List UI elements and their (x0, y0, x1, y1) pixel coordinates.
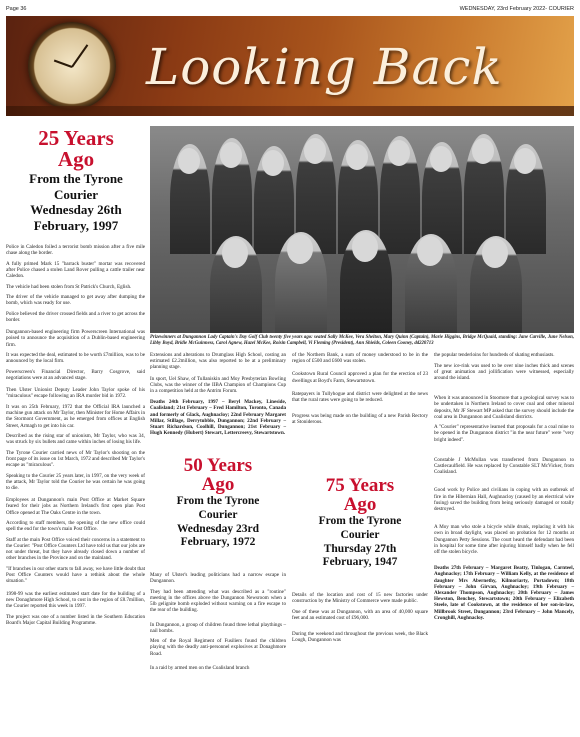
article-paragraph: The new ice-rink was used to be over nine inches thick and scenes of great animation and jollification were witnessed, especially around the island. (434, 362, 574, 381)
article-paragraph: In sport, Uel Shaw, of Tullaniskin and Moy Presbyterian Bowling Clubs, was the winner of the IIBA Champion of Champions Cup in a competition held at the Antrim Forum. (150, 375, 286, 395)
headline-date: Wednesday 23rd (176, 522, 260, 535)
article-paragraph: Powerscreen's Financial Director, Barry Cosgrove, said negotiations were at an advanced stage. (6, 368, 145, 382)
page-header (6, 4, 574, 14)
article-column-2-lower (150, 572, 286, 675)
article-paragraph: A "Courier" representative learned that proposals for a coal mine to be opened in the Dungannon district "in the near future" were "very bright indeed". (434, 424, 574, 443)
headline-paper: Courier (340, 528, 380, 541)
article-paragraph: The vehicle had been stolen from St Patrick's Church, Eglish. (6, 283, 132, 290)
article-paragraph: Many of Ulster's leading politicians had a narrow escape in Dungannon. (150, 572, 286, 585)
headline-paper: Courier (198, 508, 238, 521)
article-paragraph: Staff at the main Post Office voiced their concerns in a statement to the Courier: "Post Office Counters Ltd have told us that our jobs are not under threat, but they have already closed down a number of other branches in the Province and on the mainland. (6, 536, 145, 562)
headline-years: 50 Years (183, 455, 253, 476)
article-paragraph: of the Northern Bank, a sum of money understood to be in the region of £500 and £600 was stolen. (292, 352, 428, 365)
looking-back-banner (6, 16, 574, 116)
headline-75-years (292, 476, 428, 570)
headline-50-years (150, 456, 286, 550)
article-paragraph: Progress was being made on the building of a new Parish Rectory at Stonideroos. (292, 413, 428, 426)
article-paragraph: Police in Caledon foiled a terrorist bomb mission after a five mile chase along the border. (6, 244, 145, 257)
article-paragraph: In a raid by armed men on the Coalisland branch (150, 664, 250, 671)
article-paragraph: Men of the Royal Regiment of Fusiliers found the children playing with the deadly anti-personnel explosives at Donaghmore Road. (150, 638, 286, 657)
article-paragraph: Details of the location and cost of 15 new factories under construction by the Ministry of Commerce were made public. (292, 592, 428, 605)
headline-date: February, 1997 (33, 217, 119, 233)
article-paragraph: In Dungannon, a group of children found three lethal playthings – nail bombs. (150, 621, 286, 634)
article-paragraph: Constable J McMullan was transferred from Dungannon to Castlecaulfield. He was replaced by Constable SLT McVicker, from Coalisland. (434, 456, 574, 476)
article-paragraph: Ratepayers in Tullyhogue and district were delighted at the news that the rural rates were going to be reduced. (292, 390, 428, 404)
article-paragraph: They had been attending what was described as a "routine" meeting in the offices above the Dungannon Newsroom when a 5lb gelignite bomb exploded without warning on a fire escape to the rear of the building. (150, 588, 286, 614)
article-paragraph: The project was one of a number listed in the Southern Education Board's Major Capital Building Programme. (6, 613, 145, 626)
headline-ago: Ago (57, 147, 95, 171)
article-column-2 (150, 352, 286, 441)
group-photo (150, 126, 574, 333)
article-paragraph: "If branches in our other starts to fall away, we have little doubt that Post Office Counters would have a rethink about the whole situation." (6, 565, 145, 585)
headline-date: Wednesday 26th (30, 202, 122, 218)
article-paragraph: It was expected the deal, estimated to be worth £7million, was to be announced by the local firm. (6, 352, 145, 365)
article-paragraph: Extensions and alterations to Drumglass High School, costing an estimated £2.2million, was also reported to be at a preliminary planning stage. (150, 352, 286, 371)
article-column-4 (434, 352, 574, 625)
article-paragraph: The Tyrone Courier carried news of Mr Taylor's shooting on the front page of its issue on 1st March, 1972 and described Mr Taylor's escape as "miraculous". (6, 449, 145, 469)
article-paragraph: The driver of the vehicle managed to get away after dumping the bomb, which was ready for use. (6, 294, 145, 307)
article-column-3 (292, 352, 428, 430)
headline-years: 75 Years (325, 475, 395, 496)
article-paragraph: A Moy man who stole a bicycle while drunk, replacing it with his own in broad daylight, was placed on probation for 12 months at Dungannon Petty Sessions. The court heard the defendant had been in hospital for some time after injuring himself badly when he fell off the stolen bicycle. (434, 524, 574, 556)
headline-years: 25 Years (38, 126, 114, 150)
article-paragraph: Employees at Dungannon's main Post Office at Market Square feared for their jobs as Northern Ireland's first open plan Post Office opened at The Oaks Centre in the town. (6, 497, 145, 516)
article-paragraph: During the weekend and throughout the previous week, the Black Lough, Dungannon was (292, 631, 428, 644)
banner-title: Looking Back (146, 38, 503, 96)
headline-date: February, 1947 (322, 556, 398, 569)
article-paragraph: Dungannon-based engineering firm Powerscreen International was poised to announce the acquisition of a Dublin-based engineering firm. (6, 329, 145, 348)
headline-ago: Ago (201, 474, 235, 495)
article-paragraph: Police believed the driver crossed fields and a river to get across the border. (6, 310, 145, 324)
headline-ago: Ago (343, 494, 377, 515)
headline-date: February, 1972 (180, 536, 256, 549)
article-paragraph: Then Ulster Unionist Deputy Leader John Taylor spoke of his "miraculous" escape following an IRA murder bid in 1972. (6, 387, 145, 400)
deaths-notice: Deaths 27th February – Margaret Beatty, Tinlogan, Carnteel, Aughnacloy; 17th February – William Kelly, at the residence of daughter Mrs Abernethy, Kilmoriarty, Portadown; 18th February – John Girvan, Aughnacloy; 19th February – Alexander Thompson, Aughnacloy; 20th February – James Hewston, Benchey, Stewartstown; 20th February – Elizabeth Steele, late of Cookstown, at the residence of her son-in-law, Millbrook Street, Dungannon; 23rd February – John Mancely, Cronghill, Aughnacloy. (434, 565, 574, 621)
page-number: Page 36 (6, 6, 27, 12)
headline-from: From the Tyrone (29, 171, 123, 186)
article-paragraph: Speaking to the Courier 25 years later, in 1997, on the very week of the attack, Mr Taylor told the Courier he was certain he was going to die. (6, 472, 145, 492)
article-paragraph: One of these was at Dungannon, with an area of 40,000 square feet and an estimated cost of £96,000. (292, 608, 428, 621)
headline-from: From the Tyrone (176, 495, 260, 507)
article-paragraph: According to staff members, the opening of the new office could spell the end for the town's main Post Office. (6, 520, 145, 533)
article-paragraph: It was on 25th February, 1972 that the Official IRA launched a machine gun attack on Mr Taylor, then Minister for Home Affairs in the Stormont Government, as he emerged from offices at English Street, Armagh to get into his car. (6, 403, 146, 429)
article-column-3-lower (292, 592, 428, 648)
deaths-notice: Deaths 24th February, 1997 – Beryl Mackey, Lineside, Coalisland; 21st February – Fred Hamilton, Toronto, Canada and formerly of Glack, Aughnacloy; 22nd February Margaret Millar, Stillage, Derrytubble, Dungannon; 22nd February – Stuart Richardson, Coolhill, Dungannon; 21st February – Hugh Kennedy (Hubert) Stewart, Lettercreevy, Stewartstown. (150, 399, 286, 437)
headline-paper: Courier (53, 186, 99, 202)
article-paragraph: Good work by Police and civilians in coping with an outbreak of fire in the Hibernian Hall, Aughnacloy (caused by an electrical wire fusing) saved the building from being seriously damaged or totally destroyed. (434, 487, 574, 513)
article-column-1 (6, 244, 145, 630)
pocket-watch-icon (28, 22, 116, 110)
article-paragraph: When it was announced in Stoomore that a geological survey was to be undertaken in Northern Ireland to cover coal and other mineral deposits, Mr JF Stewart MP asked that the survey should include the coal area in Dungannon and Coalisland districts. (434, 395, 574, 420)
headline-from: From the Tyrone (318, 515, 402, 527)
article-paragraph: 1998-99 was the earliest estimated start date for the building of a new Donaghmore High School, to cost in the region of £8.7million, the Courier reported this week in 1997. (6, 590, 145, 609)
photo-caption: Prizewinners at Dungannon Lady Captain's Day Golf Club twenty five years ago: seated Sally McKee, Vera Shelton, Mary Quinn (Captain), Marie Higgins, Bridge McQuaid, standing: Jane Carville, June Nelson, Libby Boyd, Bridie McGuinness, Carol Agnew, Hazel McKee, Roisin Campbell, Vi Fleming (President), Ann Shields, Coleen Cooney, dd220713 (150, 335, 574, 346)
headline-25-years (6, 128, 146, 233)
article-paragraph: Cookstown Rural Council approved a plan for the erection of 23 dwellings at Boyd's Farm, Stewartstown. (292, 371, 428, 384)
article-paragraph: A fully primed Mark 15 "barrack buster" mortar was recovered after Police chased a stolen Land Rover pulling a cattle trailer near Caledon. (6, 260, 145, 280)
page-dateline: WEDNESDAY, 23rd February 2022- COURIER (459, 6, 574, 12)
article-paragraph: the popular tenderloins for hundreds of skating enthusiasts. (434, 352, 555, 358)
article-paragraph: Described as the rising star of unionism, Mr Taylor, who was 34, was struck by six bullets and came within inches of losing his life. (6, 433, 145, 446)
headline-date: Thursday 27th (323, 542, 397, 555)
